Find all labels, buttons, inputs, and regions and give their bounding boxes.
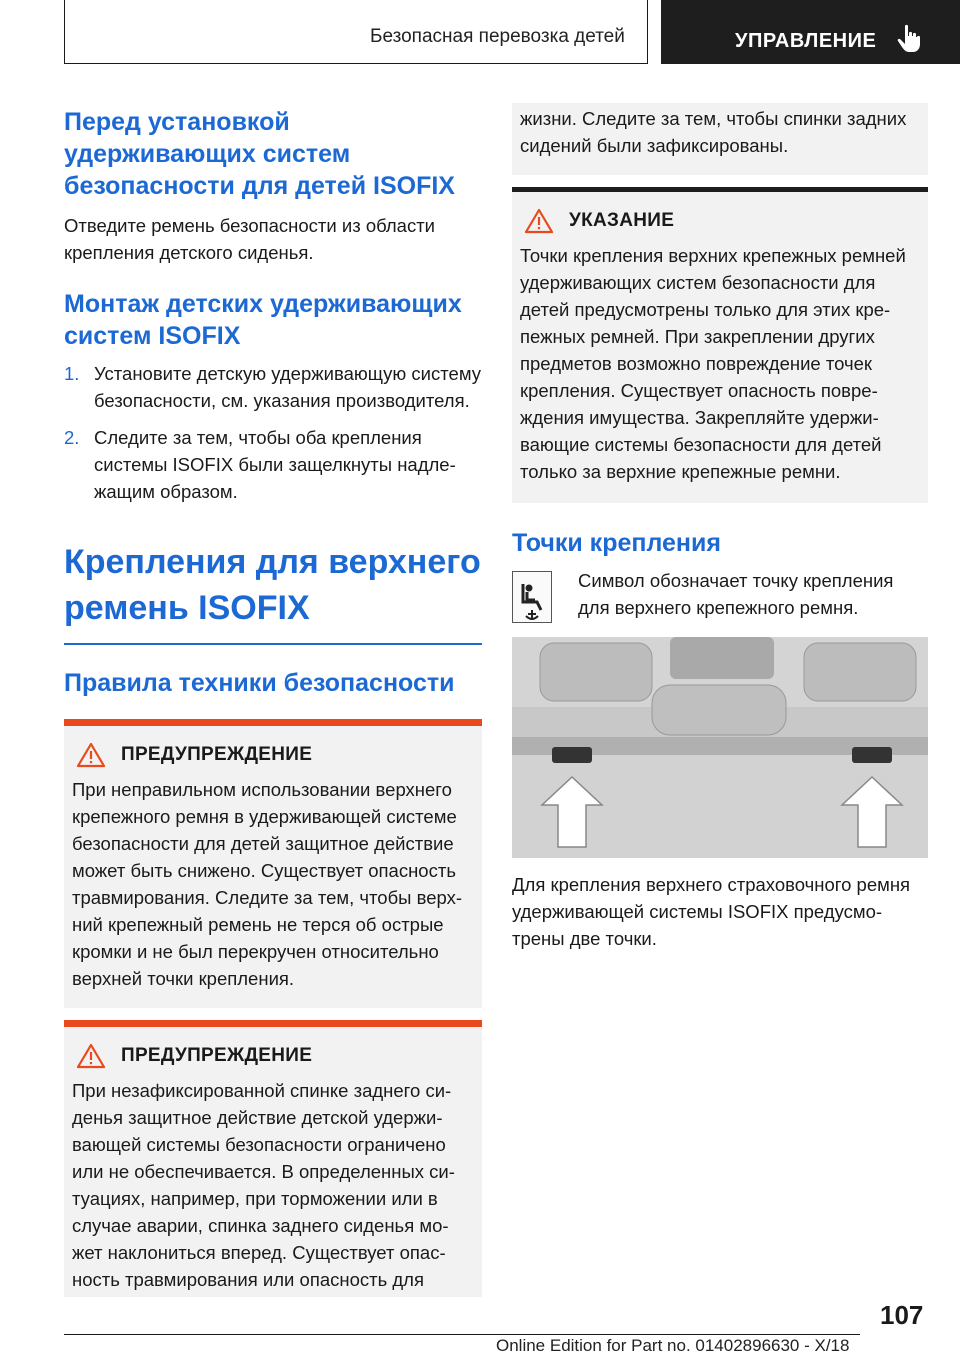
notice-box xyxy=(512,187,928,503)
edition-note: Online Edition for Part no. 01402896630 - X/18 xyxy=(496,1336,850,1355)
step-item xyxy=(64,360,482,414)
step-text: Следите за тем, чтобы оба крепления системы ISOFIX были защелкнуты надлежащим образом. xyxy=(94,427,456,502)
left-column xyxy=(64,106,482,1297)
step-number: 1. xyxy=(64,363,80,384)
anchor-points-heading: Точки крепления xyxy=(512,529,721,557)
warning-bar xyxy=(64,1020,482,1027)
safety-rules-heading: Правила техники безопасности xyxy=(64,669,455,697)
warning-box-1 xyxy=(64,719,482,1008)
notice-title: УКАЗАНИЕ xyxy=(569,210,675,231)
warning-text: При неправильном использовании верхнего крепежного ремня в удерживающей системе безопасности для детей защитное действие может быть снижено. Существует опасность травмирования. Следите за тем, чтобы верхний крепежный ремень не терся об острые кромки и не был перекручен относительно верхней точки крепления. xyxy=(72,779,463,989)
heading-rule xyxy=(64,643,482,645)
warning-continuation-text: жизни. Следите за тем, чтобы спинки задних сидений были зафиксированы. xyxy=(520,108,907,156)
warning-bar xyxy=(64,719,482,726)
warning-triangle-icon xyxy=(76,1043,106,1069)
symbol-row xyxy=(512,571,928,623)
notice-text: Точки крепления верхних крепежных ремней удерживающих систем безопасности для детей предусмотрены только для этих крепежных ремней. При закреплении других предметов возможно повреждение точек крепления. Существует опасность повреждения имущества. Закрепляйте удерживающие системы безопасности для детей только за верхние крепежные ремни. xyxy=(520,245,906,482)
photo-caption: Для крепления верхнего страховочного ремня удерживающей системы ISOFIX предусмотрены две точки. xyxy=(512,874,911,949)
step-number: 2. xyxy=(64,427,80,448)
footer-rule xyxy=(64,1334,860,1335)
child-seat-anchor-icon xyxy=(512,571,552,623)
before-install-heading: Перед установкой удерживающих систем безопасности для детей ISOFIX xyxy=(64,108,455,200)
mount-heading: Монтаж детских удерживающих систем ISOFIX xyxy=(64,290,462,350)
chapter-tab[interactable] xyxy=(661,0,960,64)
right-column xyxy=(512,103,928,623)
rear-seat-anchor-photo xyxy=(512,637,928,858)
before-install-text: Отведите ремень безопасности из области крепления детского сиденья. xyxy=(64,215,436,263)
warning-continuation xyxy=(512,103,928,175)
notice-triangle-icon xyxy=(524,208,554,234)
warning-triangle-icon xyxy=(76,742,106,768)
step-item xyxy=(64,424,482,505)
chapter-tab-label: УПРАВЛЕНИЕ xyxy=(735,30,877,52)
hand-pointer-icon xyxy=(896,24,922,54)
page-number: 107 xyxy=(880,1300,924,1330)
warning-box-2 xyxy=(64,1020,482,1297)
chapter-heading: Крепления для верхнего ремень ISOFIX xyxy=(64,543,481,627)
warning-text: При незафиксированной спинке заднего сиденья защитное действие детской удерживающей системы безопасности ограничено или не обеспечивается. В определенных ситуациях, например, при торможении или в случае аварии, спинка заднего сиденья может наклониться вперед. Существует опасность травмирования или опасность для xyxy=(72,1080,455,1290)
symbol-description: Символ обозначает точку крепления для верхнего крепежного ремня. xyxy=(578,570,894,618)
section-title: Безопасная перевозка детей xyxy=(370,26,625,47)
warning-title: ПРЕДУПРЕЖДЕНИЕ xyxy=(121,1045,313,1066)
step-text: Установите детскую удерживающую систему безопасности, см. указания производителя. xyxy=(94,363,481,411)
warning-title: ПРЕДУПРЕЖДЕНИЕ xyxy=(121,744,313,765)
steps-list xyxy=(64,360,482,505)
